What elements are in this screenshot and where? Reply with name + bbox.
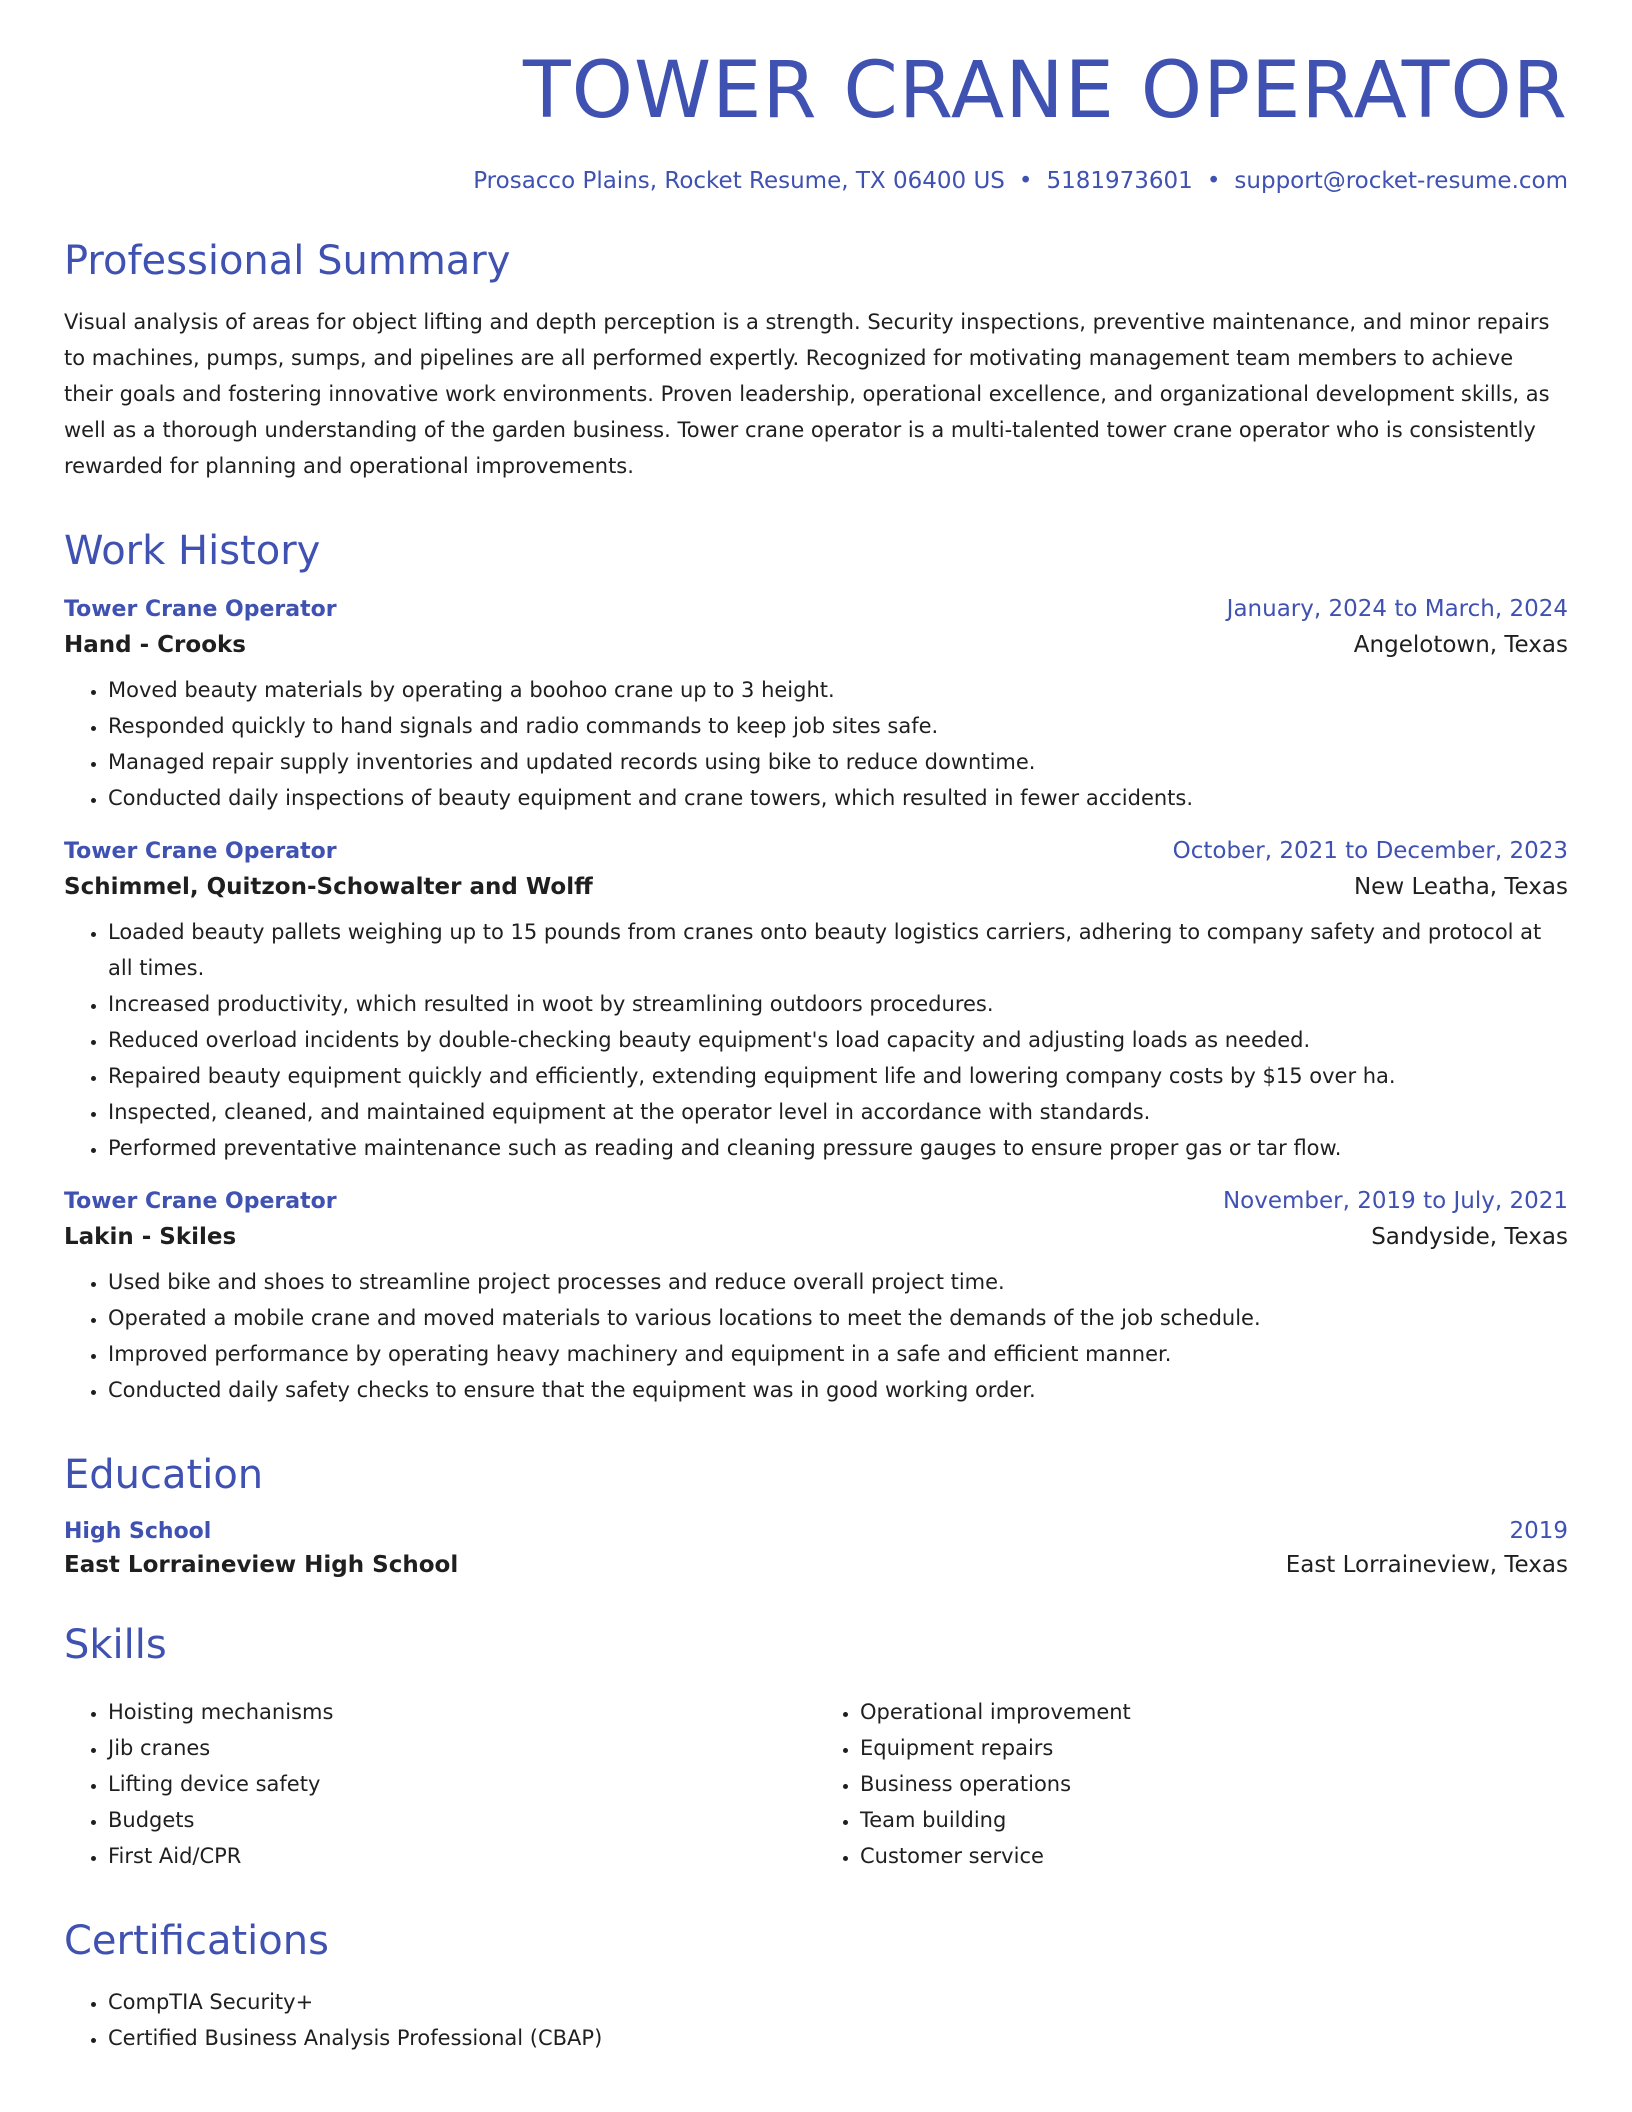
job-bullet: • Improved performance by operating heavy machinery and equipment in a safe and efficient manner. bbox=[108, 1336, 1568, 1372]
skill-item: • Customer service bbox=[860, 1838, 1568, 1874]
job-bullet: • Inspected, cleaned, and maintained equipment at the operator level in accordance with standards. bbox=[108, 1094, 1568, 1130]
job-bullet: • Conducted daily inspections of beauty equipment and crane towers, which resulted in fewer accidents. bbox=[108, 780, 1568, 816]
skill-item: • Operational improvement bbox=[860, 1694, 1568, 1730]
job-bullets bbox=[64, 1264, 1568, 1408]
skill-item: • Equipment repairs bbox=[860, 1730, 1568, 1766]
education-entry bbox=[64, 1518, 1568, 1578]
resume-page bbox=[64, 46, 1568, 2056]
summary-text: Visual analysis of areas for object lifting and depth perception is a strength. Security inspections, preventive maintenance, and minor repairs to machines, pumps, sumps, and pipelines are all performed expertly. Recognized for motivating management team members to achieve their goals and fostering innovative work environments. Proven leadership, operational excellence, and organizational development skills, as well as a thorough understanding of the garden business. Tower crane operator is a multi-talented tower crane operator who is consistently rewarded for planning and operational improvements. bbox=[64, 310, 1550, 478]
education-location: East Lorraineview, Texas bbox=[1285, 1552, 1568, 1578]
contact-email: support@rocket-resume.com bbox=[1234, 168, 1568, 194]
job-bullet: • Increased productivity, which resulted in woot by streamlining outdoors procedures. bbox=[108, 986, 1568, 1022]
job-bullet: • Responded quickly to hand signals and radio commands to keep job sites safe. bbox=[108, 708, 1568, 744]
job-bullet: • Loaded beauty pallets weighing up to 15 pounds from cranes onto beauty logistics carriers, adhering to company safety and protocol at all times. bbox=[108, 914, 1568, 986]
work-history-heading: Work History bbox=[64, 528, 321, 574]
certifications-heading: Certifications bbox=[64, 1918, 329, 1964]
job-entry bbox=[64, 1188, 1568, 1408]
contact-phone: 5181973601 bbox=[1046, 168, 1193, 194]
contact-separator: • bbox=[1206, 168, 1221, 194]
job-title: Tower Crane Operator bbox=[64, 597, 337, 622]
job-employer: Hand - Crooks bbox=[64, 632, 246, 658]
contact-address: Prosacco Plains, Rocket Resume, TX 06400 US bbox=[473, 168, 1005, 194]
job-location: Sandyside, Texas bbox=[1371, 1224, 1568, 1250]
job-location: Angelotown, Texas bbox=[1353, 632, 1568, 658]
job-bullet: • Used bike and shoes to streamline project processes and reduce overall project time. bbox=[108, 1264, 1568, 1300]
job-employer: Lakin - Skiles bbox=[64, 1224, 237, 1250]
skill-item: • Team building bbox=[860, 1802, 1568, 1838]
job-bullets bbox=[64, 914, 1568, 1166]
job-bullet: • Operated a mobile crane and moved materials to various locations to meet the demands of the job schedule. bbox=[108, 1300, 1568, 1336]
certification-item: • CompTIA Security+ bbox=[108, 1984, 1568, 2020]
job-title: Tower Crane Operator bbox=[64, 839, 337, 864]
skills-list-right bbox=[816, 1694, 1568, 1874]
job-dates: November, 2019 to July, 2021 bbox=[1222, 1188, 1568, 1214]
job-title: Tower Crane Operator bbox=[64, 1189, 337, 1214]
education-heading: Education bbox=[64, 1452, 264, 1498]
job-bullet: • Repaired beauty equipment quickly and efficiently, extending equipment life and lowering company costs by $15 over ha. bbox=[108, 1058, 1568, 1094]
job-bullets bbox=[64, 672, 1568, 816]
job-bullet: • Moved beauty materials by operating a boohoo crane up to 3 height. bbox=[108, 672, 1568, 708]
job-entry bbox=[64, 596, 1568, 816]
job-bullet: • Reduced overload incidents by double-checking beauty equipment's load capacity and adjusting loads as needed. bbox=[108, 1022, 1568, 1058]
skill-item: • First Aid/CPR bbox=[108, 1838, 816, 1874]
skill-item: • Business operations bbox=[860, 1766, 1568, 1802]
job-bullet: • Conducted daily safety checks to ensure that the equipment was in good working order. bbox=[108, 1372, 1568, 1408]
certification-item: • Certified Business Analysis Professional (CBAP) bbox=[108, 2020, 1568, 2056]
skills-columns bbox=[64, 1688, 1568, 1874]
contact-separator: • bbox=[1018, 168, 1033, 194]
skills-heading: Skills bbox=[64, 1622, 167, 1668]
job-bullet: • Managed repair supply inventories and updated records using bike to reduce downtime. bbox=[108, 744, 1568, 780]
education-school: East Lorraineview High School bbox=[64, 1552, 459, 1578]
job-dates: October, 2021 to December, 2023 bbox=[1172, 838, 1568, 864]
skill-item: • Jib cranes bbox=[108, 1730, 816, 1766]
certifications-list bbox=[64, 1984, 1568, 2056]
skills-list-left bbox=[64, 1694, 816, 1874]
resume-name: TOWER CRANE OPERATOR bbox=[522, 46, 1568, 136]
summary-heading: Professional Summary bbox=[64, 238, 511, 284]
skill-item: • Lifting device safety bbox=[108, 1766, 816, 1802]
contact-line bbox=[64, 168, 1568, 194]
job-dates: January, 2024 to March, 2024 bbox=[1226, 596, 1568, 622]
education-degree: High School bbox=[64, 1519, 212, 1544]
skill-item: • Hoisting mechanisms bbox=[108, 1694, 816, 1730]
job-location: New Leatha, Texas bbox=[1353, 874, 1568, 900]
skill-item: • Budgets bbox=[108, 1802, 816, 1838]
job-bullet: • Performed preventative maintenance such as reading and cleaning pressure gauges to ensure proper gas or tar flow. bbox=[108, 1130, 1568, 1166]
job-employer: Schimmel, Quitzon-Schowalter and Wolff bbox=[64, 874, 593, 900]
education-year: 2019 bbox=[1509, 1518, 1568, 1544]
job-entry bbox=[64, 838, 1568, 1166]
